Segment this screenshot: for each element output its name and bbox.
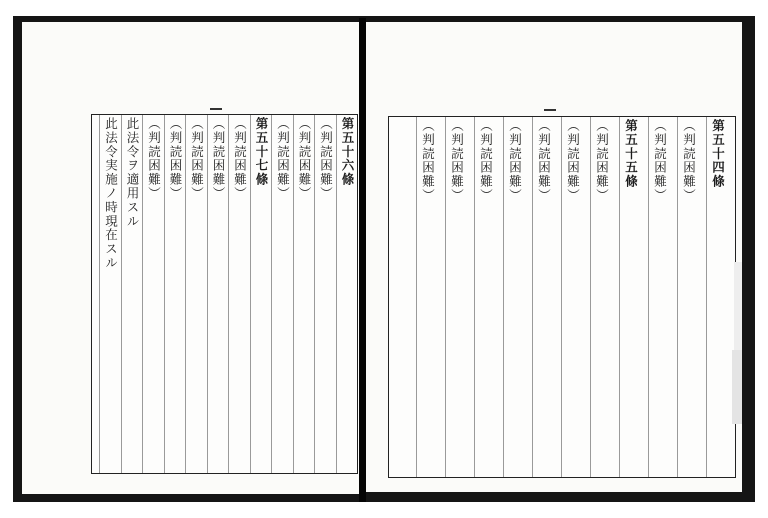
column-rule <box>185 115 186 473</box>
text-column: （判読困難） <box>168 117 183 201</box>
column-rule <box>445 117 446 477</box>
left-text-panel <box>91 114 358 474</box>
column-rule <box>293 115 294 473</box>
column-rule <box>250 115 251 473</box>
book-spine <box>359 18 366 502</box>
page-mark <box>544 109 556 111</box>
column-rule <box>99 115 100 473</box>
left-page <box>22 22 359 494</box>
column-rule <box>619 117 620 477</box>
article-heading: 第五十四條 <box>710 119 726 189</box>
text-column: （判読困難） <box>297 117 312 201</box>
text-column: （判読困難） <box>536 119 552 203</box>
column-rule <box>648 117 649 477</box>
article-heading: 第五十五條 <box>623 119 639 189</box>
text-column: （判読困難） <box>478 119 494 203</box>
right-text-panel <box>388 116 736 478</box>
text-column: （判読困難） <box>232 117 248 201</box>
text-column: （判読困難） <box>652 119 668 203</box>
column-rule <box>590 117 591 477</box>
article-heading: 第五十六條 <box>340 117 355 187</box>
column-rule <box>207 115 208 473</box>
column-rule <box>561 117 562 477</box>
column-rule <box>503 117 504 477</box>
text-column: （判読困難） <box>275 117 291 201</box>
text-column: （判読困難） <box>211 117 226 201</box>
right-page <box>366 22 742 492</box>
text-column: （判読困難） <box>449 119 465 203</box>
text-column: 此法令ヲ適用スル <box>125 117 140 229</box>
column-rule <box>532 117 533 477</box>
text-column: （判読困難） <box>189 117 205 201</box>
text-column: （判読困難） <box>594 119 610 203</box>
column-rule <box>314 115 315 473</box>
text-column: （判読困難） <box>146 117 162 201</box>
column-rule <box>121 115 122 473</box>
text-column: 此法令実施ノ時現在スル <box>103 117 119 270</box>
column-rule <box>142 115 143 473</box>
column-rule <box>271 115 272 473</box>
column-rule <box>474 117 475 477</box>
column-rule <box>336 115 337 473</box>
page-mark <box>210 108 222 110</box>
page-edge-tab <box>732 350 742 424</box>
column-rule <box>228 115 229 473</box>
column-rule <box>416 117 417 477</box>
column-rule <box>706 117 707 477</box>
column-rule <box>677 117 678 477</box>
text-column: （判読困難） <box>565 119 581 203</box>
text-column: （判読困難） <box>507 119 523 203</box>
text-column: （判読困難） <box>420 119 436 203</box>
column-rule <box>164 115 165 473</box>
text-column: （判読困難） <box>681 119 697 203</box>
article-heading: 第五十七條 <box>254 117 269 187</box>
text-column: （判読困難） <box>318 117 334 201</box>
